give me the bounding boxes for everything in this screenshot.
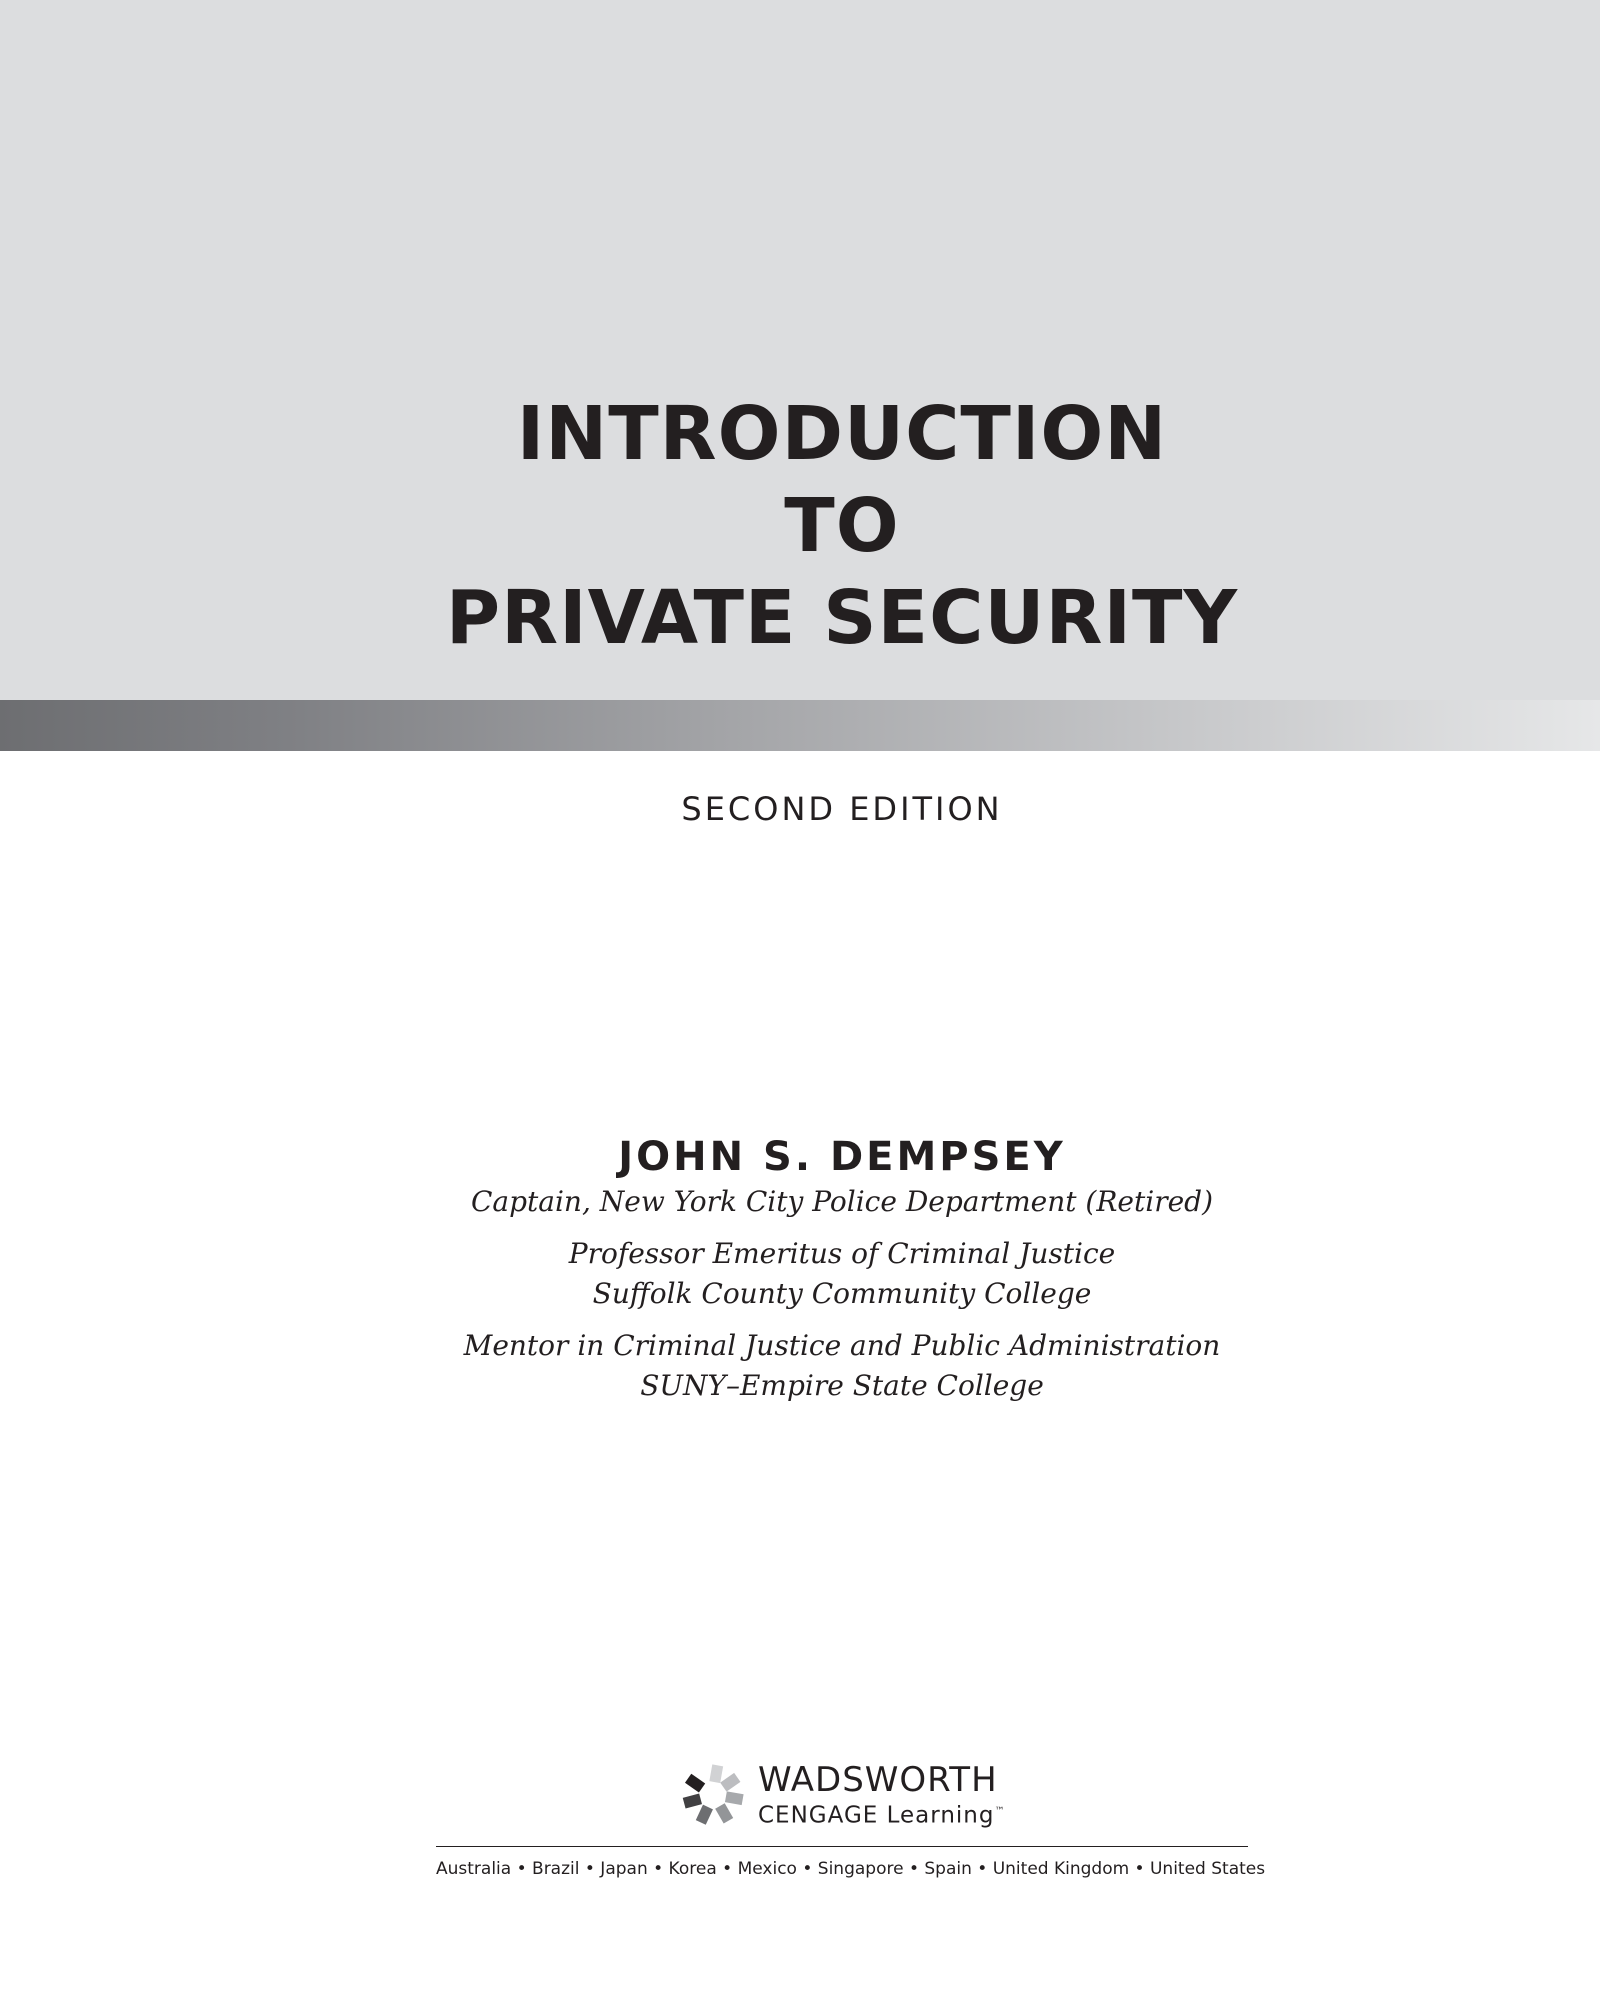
book-title xyxy=(0,388,1600,664)
footer-rule xyxy=(436,1846,1248,1847)
cengage-pinwheel-icon xyxy=(680,1762,746,1828)
gradient-divider-band xyxy=(0,700,1600,751)
author-affiliation-5: SUNY–Empire State College xyxy=(640,1369,1044,1402)
author-block xyxy=(0,1132,1600,1406)
title-line-1: INTRODUCTION xyxy=(516,391,1168,477)
edition-label: SECOND EDITION xyxy=(681,790,1003,828)
publisher-subtitle-text: CENGAGE Learning xyxy=(758,1802,995,1829)
trademark-symbol: ™ xyxy=(994,1806,1006,1817)
author-affiliation-3: Suffolk County Community College xyxy=(592,1277,1092,1310)
publisher-logo xyxy=(680,1760,1040,1830)
publisher-name: WADSWORTH xyxy=(758,1760,998,1800)
top-gray-panel xyxy=(0,0,1600,700)
author-affiliation-2: Professor Emeritus of Criminal Justice xyxy=(568,1237,1116,1270)
title-line-2: TO xyxy=(784,483,900,569)
author-name: JOHN S. DEMPSEY xyxy=(618,1134,1066,1180)
author-affiliation-4: Mentor in Criminal Justice and Public Administration xyxy=(463,1329,1221,1362)
title-line-3: PRIVATE SECURITY xyxy=(445,575,1239,661)
country-list: Australia • Brazil • Japan • Korea • Mexico • Singapore • Spain • United Kingdom • United States xyxy=(436,1859,1266,1879)
publisher-subtitle xyxy=(758,1798,1005,1830)
author-affiliation-1: Captain, New York City Police Department (Retired) xyxy=(470,1185,1213,1218)
